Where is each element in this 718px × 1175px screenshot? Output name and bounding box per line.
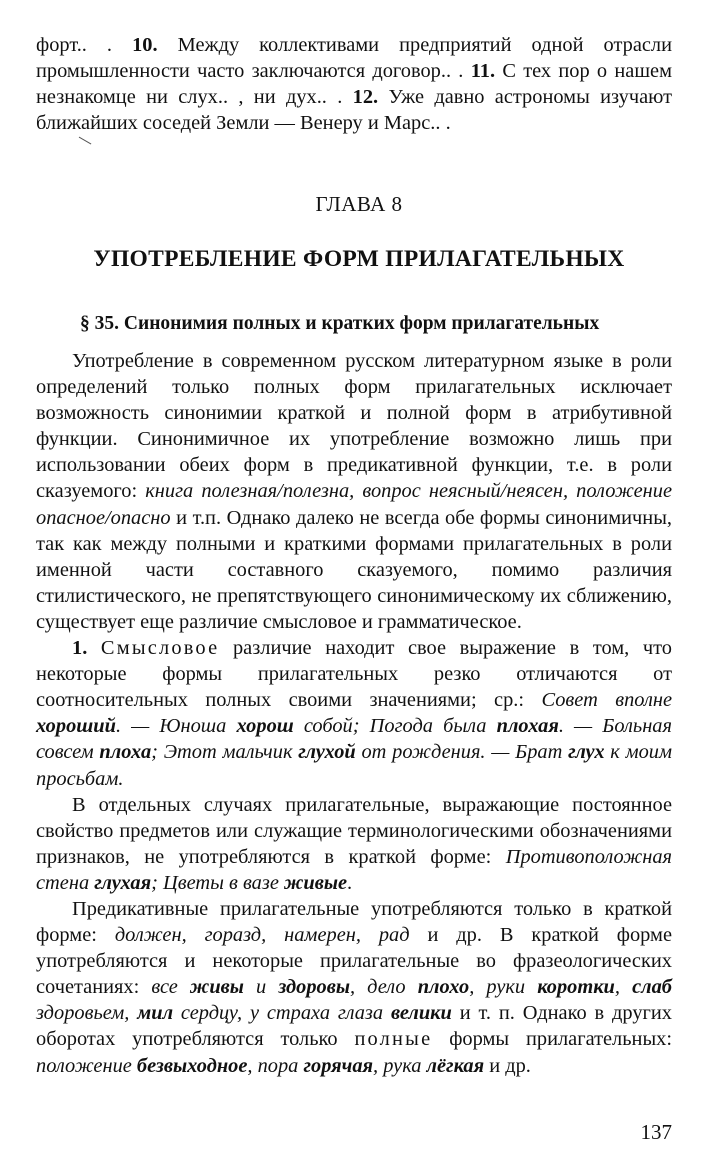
example-keyword: коротки [537,976,615,999]
example-text: положение [36,1054,137,1077]
chapter-title: УПОТРЕБЛЕНИЕ ФОРМ ПРИЛАГАТЕЛЬНЫХ [93,246,625,272]
example-keyword: мил [137,1002,174,1025]
example-text: , дело [349,976,418,999]
example-keyword: велики [390,1002,452,1025]
section-heading: § 35. Синонимия полных и кратких форм прилагательных [80,313,600,334]
example-text: . — Юноша [115,715,237,738]
example-keyword: плохо [417,976,470,999]
example-keyword: живы [189,976,244,999]
body-text: формы прилагательных: [432,1028,673,1051]
example-keyword: хороший [36,715,116,738]
example-text: собой; Погода была [293,715,497,738]
body-text: и т. п. Однако в других оборотах употребляются только [36,1002,673,1051]
section-body [36,348,672,1079]
example-keyword: хорош [236,715,294,738]
body-text: и др. [484,1054,531,1077]
example-text: , [614,976,633,999]
paragraph-2 [36,635,672,792]
point-number: 1. [72,637,88,660]
spaced-term: Смысловое [100,637,220,660]
example-text: книга полезная/полезна, вопрос неясный/неясен, положение опасное/опасно [36,480,672,529]
body-text: . [347,871,353,894]
body-text: В отдельных случаях прилагательные, выражающие постоянное свойство предметов или служащие терминологическими обозначениями признаков, не употребляются в краткой форме: [36,793,672,868]
paragraph-1 [36,348,672,635]
example-text: ; Цветы в вазе [151,871,284,894]
spaced-term: полные [354,1028,433,1051]
example-text: должен, горазд, намерен, рад [114,924,410,947]
example-text: здоровьем, [36,1002,138,1025]
example-text: Противоположная стена [36,845,672,894]
page-number: 137 [640,1120,672,1144]
stray-pen-mark [79,137,92,145]
exercise-number: 12. [352,86,379,109]
example-keyword: горячая [303,1054,374,1077]
example-text: к моим просьбам. [36,741,672,790]
example-text: все [151,976,190,999]
example-keyword: безвыходное [136,1054,248,1077]
example-text: ; Этот мальчик [151,741,299,764]
paragraph-4 [36,896,672,1079]
example-text: , пора [247,1054,304,1077]
example-keyword: живые [283,871,348,894]
exercise-text: форт.. . [36,34,133,56]
example-text: , руки [469,976,538,999]
chapter-label: ГЛАВА 8 [315,192,403,216]
example-text: и [243,976,279,999]
example-keyword: глухая [94,871,152,894]
example-text: , рука [373,1054,427,1077]
example-keyword: глух [568,741,605,764]
body-text: Употребление в современном русском литературном языке в роли определений только полных форм прилагательных исключает возможность синонимии краткой и полной форм в атрибутивной функции. Синонимичное их употребление возможно лишь при использовании обеих форм в предикативной функции, т.е. в роли сказуемого: [36,350,672,503]
example-keyword: слаб [632,976,672,999]
exercise-text: Уже давно астрономы изучают ближайших соседей Земли — Венеру и Марс.. . [36,86,673,135]
example-keyword: лёгкая [426,1054,485,1077]
example-keyword: глухой [298,741,356,764]
exercise-text: С тех пор о нашем незнакомце ни слух.. , ни дух.. . [36,60,673,109]
example-text: от рождения. — Брат [355,741,569,764]
body-text: различие находит свое выражение в том, что некоторые формы прилагательных резко отличаются от соотносительных полных своими значениями; ср.: [36,637,672,712]
exercise-number: 10. [132,34,158,56]
example-keyword: здоровы [278,976,350,999]
body-text: и т.п. Однако далеко не всегда обе формы синонимичны, так как между полными и краткими формами прилагательных в роли именной части составного сказуемого, помимо различия стилистического, не препятствующего синонимическому их сближению, существует еще различие смысловое и грамматическое. [36,506,672,633]
paragraph-3 [36,792,672,896]
exercise-text: Между коллективами предприятий одной отрасли промышленности часто заключаются договор.. . [36,34,673,83]
body-text: и др. В краткой форме употребляются и некоторые прилагательные во фразеологических сочетаниях: [36,924,673,999]
example-text: Совет вполне [541,689,673,712]
example-text: . — Больная совсем [36,715,672,764]
example-keyword: плохая [496,715,559,738]
exercise-paragraph [36,32,672,136]
example-keyword: плоха [99,741,152,764]
body-text: Предикативные прилагательные употребляются только в краткой форме: [36,897,672,947]
example-text: сердцу, у страха глаза [173,1002,391,1025]
exercise-continuation [36,32,672,136]
exercise-number: 11. [470,60,496,83]
